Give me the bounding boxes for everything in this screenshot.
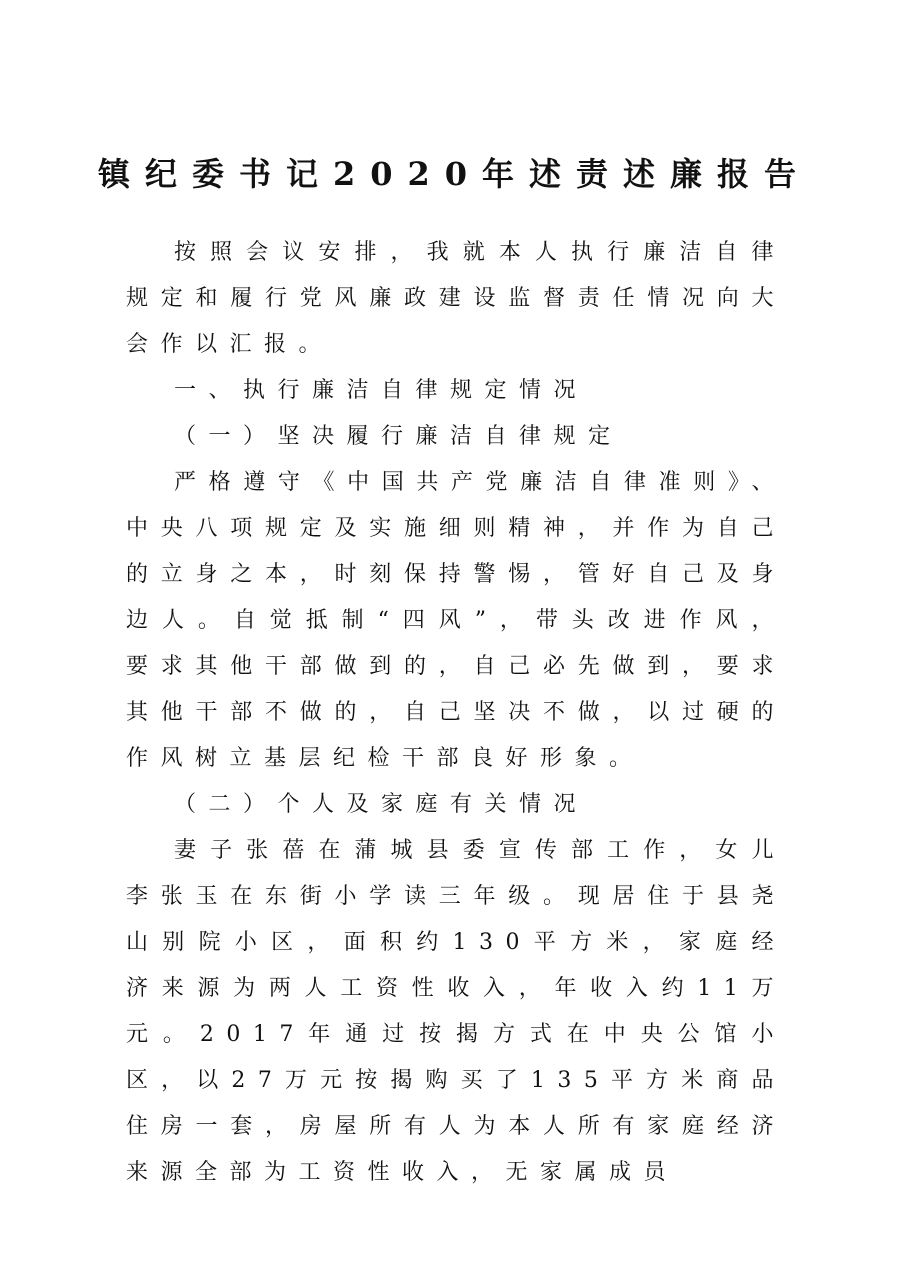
document-body xyxy=(126,230,786,1196)
paragraph-intro: 按照会议安排，我就本人执行廉洁自律规定和履行党风廉政建设监督责任情况向大会作以汇报。 xyxy=(126,240,786,357)
subsection-heading-1: （一）坚决履行廉洁自律规定 xyxy=(174,424,623,449)
section-heading-1: 一、执行廉洁自律规定情况 xyxy=(174,378,589,403)
subsection-heading-2: （二）个人及家庭有关情况 xyxy=(174,792,589,817)
paragraph-self-discipline: 严格遵守《中国共产党廉洁自律准则》、中央八项规定及实施细则精神，并作为自己的立身之本，时刻保持警惕，管好自己及身边人。自觉抵制“四风”，带头改进作风，要求其他干部做到的，自己必先做到，要求其他干部不做的，自己坚决不做，以过硬的作风树立基层纪检干部良好形象。 xyxy=(126,470,786,771)
paragraph-family-info: 妻子张蓓在蒲城县委宣传部工作，女儿李张玉在东街小学读三年级。现居住于县尧山别院小区，面积约130平方米，家庭经济来源为两人工资性收入，年收入约11万元。2017年通过按揭方式在中央公馆小区，以27万元按揭购买了135平方米商品住房一套，房屋所有人为本人所有家庭经济来源全部为工资性收入，无家属成员 xyxy=(126,838,786,1185)
document-title: 镇纪委书记2020年述责述廉报告 xyxy=(97,155,812,193)
